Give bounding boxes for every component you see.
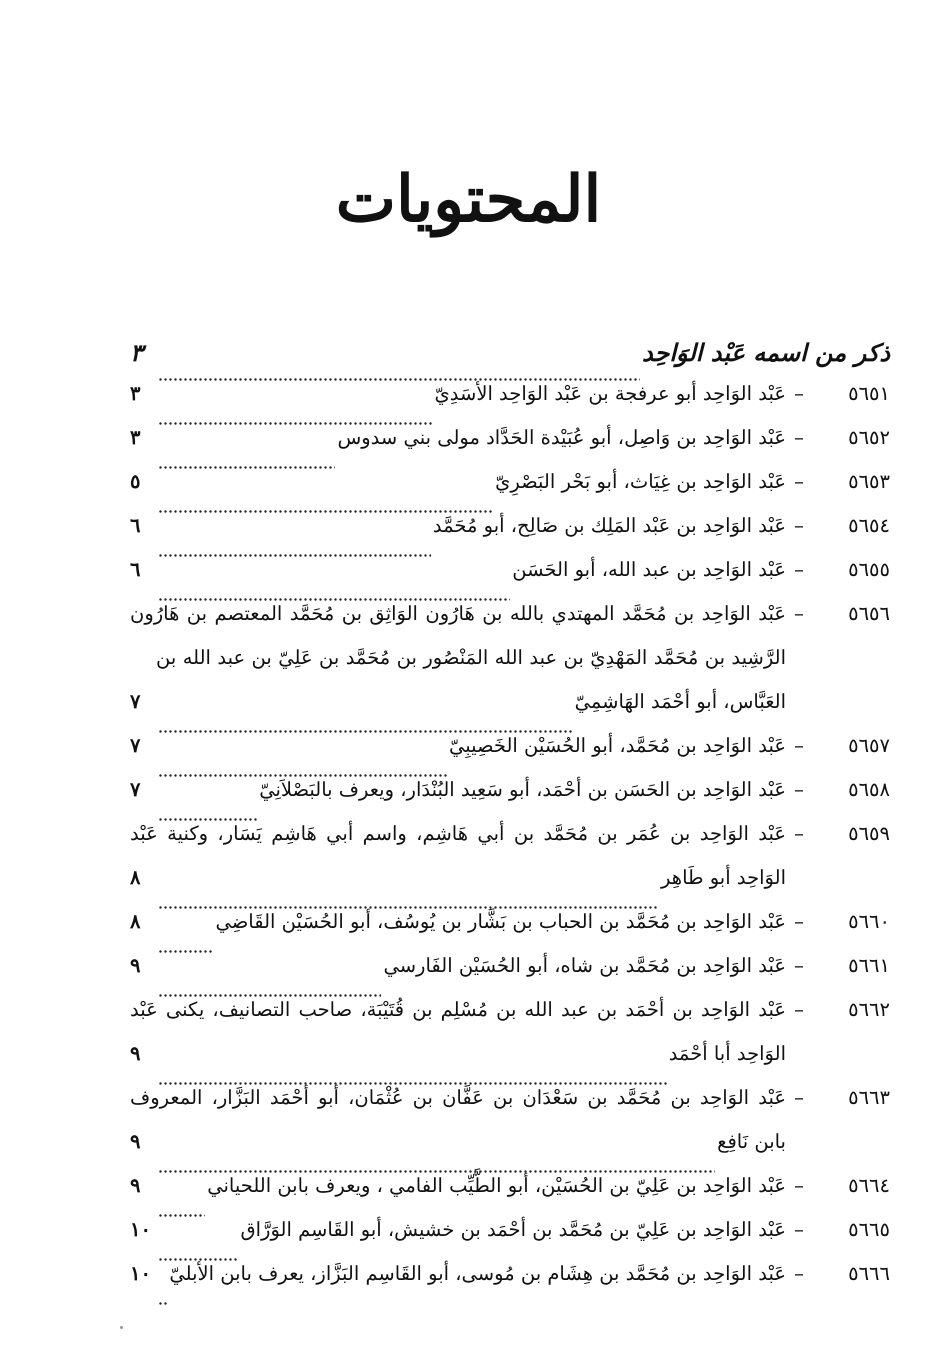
leader-dots	[158, 984, 381, 998]
section-page-number: ٣	[130, 338, 143, 367]
entry-dash: –	[794, 954, 804, 977]
entry-text: عَبْد الوَاحِد بن عُمَر بن مُحَمَّد بن أبي هَاشِم، واسم أبي هَاشِم يَسَار، وكنية عَبْد	[130, 822, 786, 845]
toc-entry	[130, 954, 890, 998]
toc-entry	[130, 822, 890, 866]
entry-text: عَبْد الوَاحِد بن أحْمَد بن عبد الله بن مُسْلِم بن قُتَيْبَة، صاحب التصانيف، يكنى عَبْد	[130, 998, 786, 1021]
entry-text: بابن نَافِع	[717, 1130, 786, 1153]
toc-entry-continuation	[130, 690, 890, 734]
section-heading-label: ذكر من اسمه عَبْد الوَاحِد	[641, 338, 890, 367]
page-title: المحتويات	[335, 162, 602, 237]
entry-page-number: ٣	[130, 382, 141, 405]
entry-page-number: ٩	[130, 1174, 141, 1197]
entry-page-number: ٩	[130, 1130, 141, 1153]
leader-dots	[158, 1160, 715, 1174]
entry-page-number: ٧	[130, 690, 141, 713]
entry-text: عَبْد الوَاحِد بن مُحَمَّد بن شاه، أبو الحُسَيْن الفَارسي	[383, 954, 786, 977]
entry-page-number: ٩	[130, 1042, 141, 1065]
entry-dash: –	[794, 470, 804, 493]
entry-text: عَبْد الوَاحِد بن مُحَمَّد بن هِشَام بن مُوسى، أبو القَاسِم البَزَّاز، يعرف بابن الأبليّ	[169, 1262, 786, 1285]
entry-text: عَبْد الوَاحِد بن عَبْد المَلِك بن صَالِح، أبو مُحَمَّد	[432, 514, 786, 537]
leader-dots	[158, 1072, 667, 1086]
leader-dots	[158, 720, 573, 734]
entry-text: عَبْد الوَاحِد بن مُحَمَّد المهتدي بالله بن هَارُون الوَاثِق بن مُحَمَّد المعتصم بن هَارُون	[130, 602, 786, 625]
toc-entry	[130, 602, 890, 646]
entry-text: عَبْد الوَاحِد بن مُحَمَّد بن سَعْدَان بن عَفَّان بن عُثْمَان، أبو أحْمَد البَزَّار، المعروف	[130, 1086, 786, 1109]
toc-entry	[130, 470, 890, 514]
entry-dash: –	[794, 910, 804, 933]
entry-page-number: ٨	[130, 866, 141, 889]
entry-number: ٥٦٥٢	[848, 426, 890, 449]
toc-entry-continuation	[130, 1130, 890, 1174]
toc-entry	[130, 1174, 890, 1218]
entry-text: عَبْد الوَاحِد بن غِيَاث، أبو بَحْر البَصْرِيّ	[495, 470, 786, 493]
toc-entry	[130, 910, 890, 954]
leader-dots	[158, 456, 335, 470]
entry-number: ٥٦٥٨	[848, 778, 890, 801]
section-heading	[130, 338, 890, 382]
leader-dots	[158, 896, 659, 910]
toc-entry	[130, 558, 890, 602]
toc-entry	[130, 1262, 890, 1306]
leader-dots	[158, 1248, 238, 1262]
entry-page-number: ٧	[130, 778, 141, 801]
entry-number: ٥٦٦٣	[848, 1086, 890, 1109]
leader-dots	[158, 500, 493, 514]
entry-text: عَبْد الوَاحِد بن الحَسَن بن أحْمَد، أبو سَعِيد البُنْدَار، ويعرف بالبَصْلاَنِيّ	[259, 778, 786, 801]
entry-number: ٥٦٦٢	[848, 998, 890, 1021]
toc-entry	[130, 514, 890, 558]
leader-dots	[158, 940, 214, 954]
entries-container	[130, 382, 890, 1306]
toc-entry	[130, 1086, 890, 1130]
entry-number: ٥٦٥٤	[848, 514, 890, 537]
leader-dots	[158, 764, 447, 778]
toc-entry	[130, 426, 890, 470]
entry-dash: –	[794, 426, 804, 449]
leader-dots	[158, 544, 431, 558]
entry-dash: –	[794, 1218, 804, 1241]
entry-text: الوَاحِد أبو طَاهِر	[661, 866, 786, 889]
entry-dash: –	[794, 602, 804, 625]
leader-dots	[158, 808, 257, 822]
entry-number: ٥٦٦٠	[848, 910, 890, 933]
toc-entry	[130, 734, 890, 778]
entry-page-number: ٧	[130, 734, 141, 757]
entry-page-number: ٩	[130, 954, 141, 977]
entry-page-number: ٦	[130, 514, 141, 537]
entry-page-number: ٨	[130, 910, 141, 933]
entry-text: عَبْد الوَاحِد بن مُحَمَّد، أبو الحُسَيْن الخَصِيبِيّ	[448, 734, 786, 757]
toc-entry	[130, 998, 890, 1042]
entry-dash: –	[794, 734, 804, 757]
page-speck	[120, 1326, 123, 1329]
toc-entry-continuation	[130, 866, 890, 910]
entry-text: عَبْد الوَاحِد بن عَلِيّ بن مُحَمَّد بن أحْمَد بن خشيش، أبو القَاسِم الوَرَّاق	[240, 1218, 786, 1241]
entry-dash: –	[794, 1086, 804, 1109]
entry-page-number: ١٠	[130, 1262, 151, 1285]
entry-number: ٥٦٥١	[848, 382, 890, 405]
entry-dash: –	[794, 514, 804, 537]
toc-entry-continuation	[130, 646, 890, 690]
leader-dots	[158, 588, 510, 602]
entry-page-number: ٥	[130, 470, 141, 493]
entry-dash: –	[794, 778, 804, 801]
entry-number: ٥٦٥٦	[848, 602, 890, 625]
entry-text: عَبْد الوَاحِد أبو عرفجة بن عَبْد الوَاحِد الأسَدِيّ	[434, 382, 786, 405]
entry-number: ٥٦٥٣	[848, 470, 890, 493]
toc-entry-continuation	[130, 1042, 890, 1086]
entry-dash: –	[794, 998, 804, 1021]
entry-number: ٥٦٦٥	[848, 1218, 890, 1241]
entry-text: عَبْد الوَاحِد بن عبد الله، أبو الحَسَن	[512, 558, 786, 581]
entry-dash: –	[794, 1262, 804, 1285]
toc-entry	[130, 1218, 890, 1262]
leader-dots	[158, 412, 432, 426]
entry-text: عَبْد الوَاحِد بن مُحَمَّد بن الحباب بن بَشَّار بن يُوسُف، أبو الحُسَيْن القَاضِي	[215, 910, 786, 933]
entry-text: عَبْد الوَاحِد بن وَاصِل، أبو عُبَيْدة الحَدَّاد مولى بني سدوس	[337, 426, 786, 449]
entry-text: العَبَّاس، أبو أحْمَد الهَاشِمِيّ	[574, 690, 786, 713]
entry-dash: –	[794, 822, 804, 845]
entry-number: ٥٦٥٥	[848, 558, 890, 581]
leader-dots	[158, 1292, 167, 1306]
entry-text: الوَاحِد أبا أحْمَد	[668, 1042, 786, 1065]
toc-list	[130, 338, 890, 1306]
entry-number: ٥٦٦٤	[848, 1174, 890, 1197]
leader-dots	[158, 368, 640, 382]
entry-page-number: ٣	[130, 426, 141, 449]
entry-dash: –	[794, 558, 804, 581]
toc-entry	[130, 778, 890, 822]
toc-entry	[130, 382, 890, 426]
entry-number: ٥٦٦١	[848, 954, 890, 977]
entry-dash: –	[794, 382, 804, 405]
entry-text: الرَّشِيد بن مُحَمَّد المَهْدِيّ بن عبد الله المَنْصُور بن مُحَمَّد بن عَلِيّ بن عبد الله بن	[156, 646, 786, 669]
entry-number: ٥٦٥٧	[848, 734, 890, 757]
leader-dots	[158, 1204, 205, 1218]
entry-dash: –	[794, 1174, 804, 1197]
entry-number: ٥٦٦٦	[848, 1262, 890, 1285]
entry-page-number: ٦	[130, 558, 141, 581]
entry-page-number: ١٠	[130, 1218, 151, 1241]
entry-text: عَبْد الوَاحِد بن عَلِيّ بن الحُسَيْن، أبو الطَّيِّب الفامي ، ويعرف بابن اللحياني	[207, 1174, 786, 1197]
entry-number: ٥٦٥٩	[848, 822, 890, 845]
